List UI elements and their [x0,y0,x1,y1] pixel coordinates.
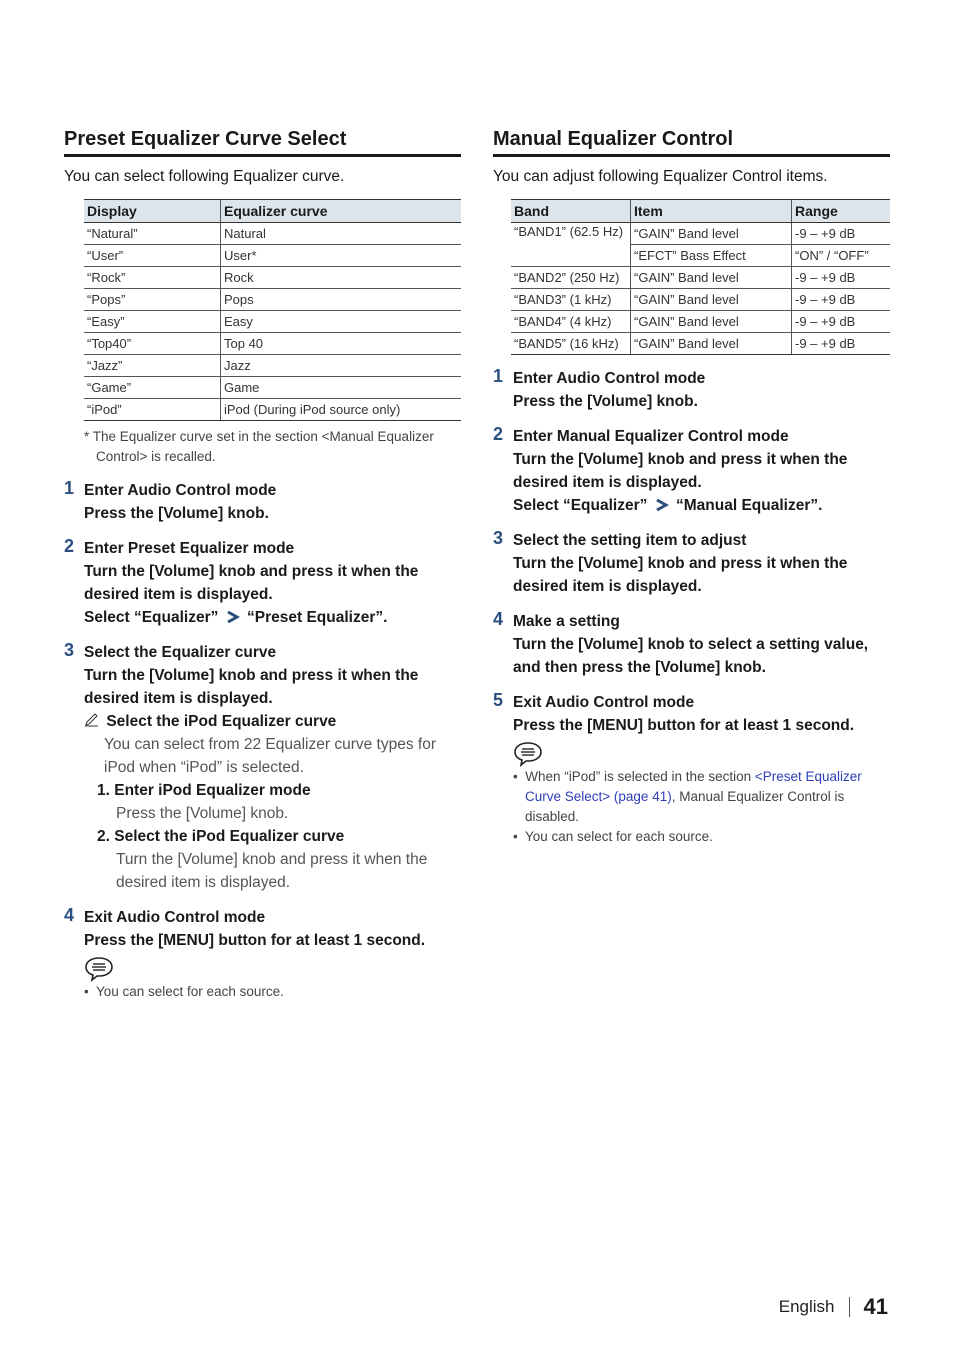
step-select-line [84,606,461,629]
intro-text: You can select following Equalizer curve. [64,168,345,185]
step-number: 5 [493,690,504,710]
table-row [84,223,461,245]
substep-heading: 1. Enter iPod Equalizer mode [97,782,311,799]
table-cell: “GAIN” Band level [631,311,792,333]
section-title-manual: Manual Equalizer Control [493,126,890,157]
substep-body: Turn the [Volume] knob and press it when the desired item is displayed. [116,851,428,891]
table-row [511,311,890,333]
table-row [511,223,890,245]
table-cell: “BAND1” (62.5 Hz) [511,223,631,267]
step-body: Turn the [Volume] knob and press it when the desired item is displayed. [84,563,419,603]
table-row [84,267,461,289]
note-bullet: • You can select for each source. [513,829,713,844]
step-number: 4 [493,609,504,629]
step-number: 3 [64,640,75,660]
table-cell: Easy [221,311,462,333]
step-number: 1 [64,478,75,498]
step-5 [493,691,890,847]
substep-heading: 2. Select the iPod Equalizer curve [97,828,345,845]
table-row [84,311,461,333]
step-heading: Enter Audio Control mode [84,482,277,499]
table-cell: “GAIN” Band level [631,223,792,245]
step-heading: Exit Audio Control mode [513,694,695,711]
substep-1 [84,779,461,825]
table-cell: Natural [221,223,462,245]
table-cell: “Pops” [84,289,221,311]
table-cell: “Natural” [84,223,221,245]
step-2 [493,425,890,517]
page-number: 41 [863,1294,888,1319]
table-row [84,399,461,421]
language-label: English [778,1297,835,1316]
table-header: Range [792,200,891,223]
note-icon [513,741,543,767]
step-3 [64,641,461,894]
table-cell: -9 – +9 dB [792,289,891,311]
table-cell: “GAIN” Band level [631,333,792,355]
equalizer-curve-table [84,199,461,421]
section-title-preset: Preset Equalizer Curve Select [64,126,461,157]
note-text: , Manual Equalizer Control is disabled. [525,789,845,824]
substep-2 [84,825,461,894]
table-row [84,289,461,311]
table-cell: “EFCT” Bass Effect [631,245,792,267]
table-cell: -9 – +9 dB [792,311,891,333]
step-heading: Enter Manual Equalizer Control mode [513,428,789,445]
table-cell: -9 – +9 dB [792,333,891,355]
select-suffix: “Preset Equalizer”. [247,609,388,626]
step-2 [64,537,461,629]
tip-heading [84,710,461,733]
table-cell: Game [221,377,462,399]
table-cell: iPod (During iPod source only) [221,399,462,421]
select-prefix: Select “Equalizer” [513,497,648,514]
table-cell: “Jazz” [84,355,221,377]
table-footnote: * The Equalizer curve set in the section <Manual Equalizer Control> is recalled. [84,429,434,464]
footer-divider [849,1297,850,1317]
step-number: 4 [64,905,75,925]
table-row [511,267,890,289]
note-text: When “iPod” is selected in the section [525,769,755,784]
table-cell: “Game” [84,377,221,399]
table-cell: “User” [84,245,221,267]
note-text: You can select for each source. [95,984,284,999]
table-cell: -9 – +9 dB [792,223,891,245]
step-3 [493,529,890,598]
tip-heading-text: Select the iPod Equalizer curve [106,713,337,730]
step-4 [493,610,890,679]
table-cell: “ON” / “OFF” [792,245,891,267]
step-body: Press the [MENU] button for at least 1 second. [84,932,426,949]
table-cell: -9 – +9 dB [792,267,891,289]
tip-body: You can select from 22 Equalizer curve types for iPod when “iPod” is selected. [104,736,436,776]
table-cell: “Rock” [84,267,221,289]
step-body: Turn the [Volume] knob and press it when the desired item is displayed. [84,667,419,707]
step-heading: Select the setting item to adjust [513,532,747,549]
preset-equalizer-link[interactable]: <Preset Equalizer Curve Select> (page 41) [525,769,862,804]
step-1 [64,479,461,525]
select-prefix: Select “Equalizer” [84,609,219,626]
table-cell: “BAND4” (4 kHz) [511,311,631,333]
note-bullet: • When “iPod” is selected in the section <Preset Equalizer Curve Select> (page 41), Manual Equalizer Control is disabled. [513,769,862,824]
step-1 [493,367,890,413]
step-number: 1 [493,366,504,386]
table-row [511,289,890,311]
note-text: You can select for each source. [524,829,713,844]
table-cell: “GAIN” Band level [631,267,792,289]
left-column [64,126,461,1002]
step-heading: Exit Audio Control mode [84,909,266,926]
table-cell: “BAND3” (1 kHz) [511,289,631,311]
step-heading: Make a setting [513,613,620,630]
table-header: Equalizer curve [221,200,462,223]
step-select-line [513,494,890,517]
step-body: Press the [Volume] knob. [513,393,698,410]
table-cell: “BAND5” (16 kHz) [511,333,631,355]
table-row [84,377,461,399]
substep-body: Press the [Volume] knob. [116,805,289,822]
table-cell: Top 40 [221,333,462,355]
table-cell: “BAND2” (250 Hz) [511,267,631,289]
step-body: Turn the [Volume] knob and press it when the desired item is displayed. [513,451,848,491]
step-body: Turn the [Volume] knob and press it when the desired item is displayed. [513,555,848,595]
step-body: Turn the [Volume] knob to select a setting value, and then press the [Volume] knob. [513,636,869,676]
page-footer [779,1294,888,1320]
arrow-right-icon [655,499,669,511]
table-cell: “GAIN” Band level [631,289,792,311]
table-cell: “Top40” [84,333,221,355]
table-cell: “iPod” [84,399,221,421]
table-cell: User* [221,245,462,267]
table-row [84,245,461,267]
step-4 [64,906,461,1002]
equalizer-control-table [511,199,890,355]
table-row [84,333,461,355]
table-row [84,355,461,377]
table-header-row [511,200,890,223]
step-number: 2 [64,536,75,556]
note-icon [84,956,114,982]
table-header: Band [511,200,631,223]
table-header: Display [84,200,221,223]
note-bullet: • You can select for each source. [84,984,284,999]
step-number: 3 [493,528,504,548]
right-column [493,126,890,847]
table-cell: “Easy” [84,311,221,333]
table-cell: Rock [221,267,462,289]
step-body: Press the [MENU] button for at least 1 second. [513,717,855,734]
step-heading: Select the Equalizer curve [84,644,277,661]
arrow-right-icon [226,611,240,623]
table-cell: Pops [221,289,462,311]
step-body: Press the [Volume] knob. [84,505,269,522]
table-row [511,333,890,355]
table-header: Item [631,200,792,223]
table-header-row [84,200,461,223]
intro-text: You can adjust following Equalizer Control items. [493,168,828,185]
select-suffix: “Manual Equalizer”. [676,497,823,514]
pencil-icon [84,713,100,727]
table-cell: Jazz [221,355,462,377]
step-heading: Enter Audio Control mode [513,370,706,387]
step-heading: Enter Preset Equalizer mode [84,540,295,557]
step-number: 2 [493,424,504,444]
